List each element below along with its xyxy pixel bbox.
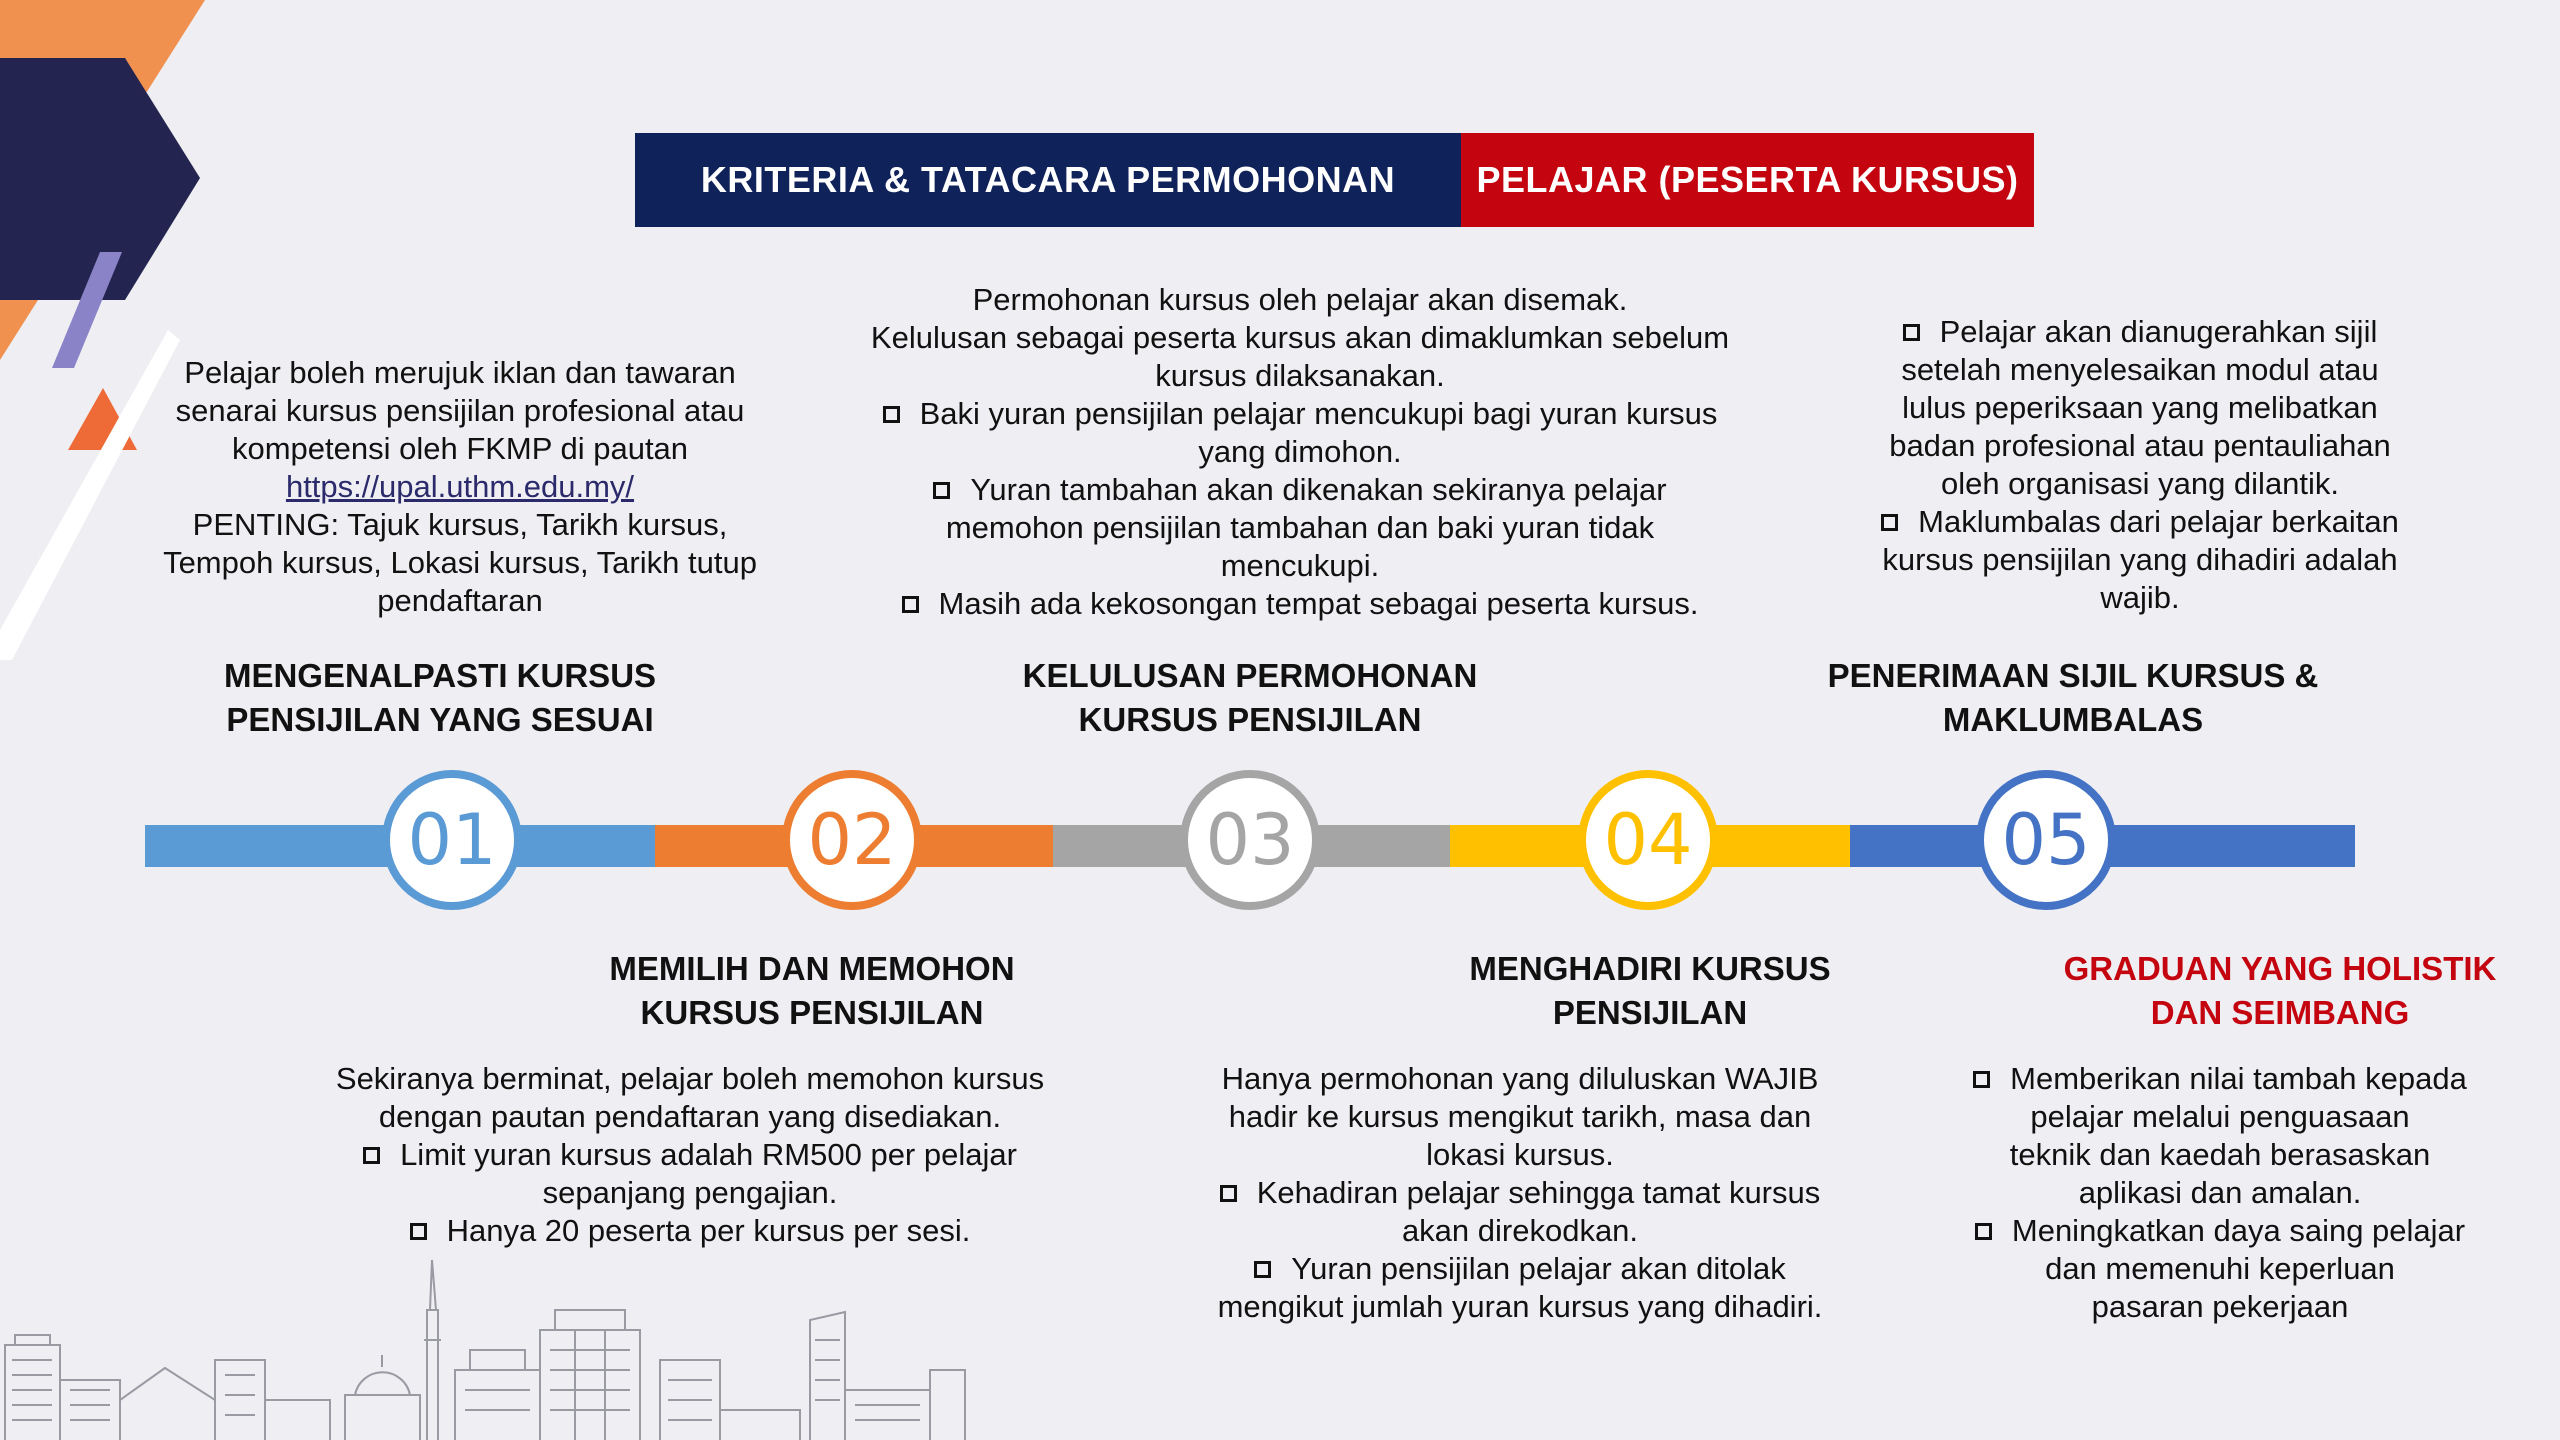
outcome-title: GRADUAN YANG HOLISTIK DAN SEIMBANG (2063, 950, 2497, 1031)
checkbox-bullet: Baki yuran pensijilan pelajar mencukupi bagi yuran kursus (800, 395, 1800, 433)
step-4-title: MENGHADIRI KURSUS PENSIJILAN (1469, 950, 1831, 1031)
step-5-description: Pelajar akan dianugerahkan sijil setelah menyelesaikan modul atau lulus peperiksaan yang melibatkan badan profesional atau pentauliahan oleh organisasi yang dilantik. Maklumbalas dari pelajar berkaitan kursus pensijilan yang dihadiri adalah wajib. (1770, 313, 2510, 617)
step-2-description: Sekiranya berminat, pelajar boleh memohon kursus dengan pautan pendaftaran yang disediakan. Limit yuran kursus adalah RM500 per pelajar sepanjang pengajian. Hanya 20 peserta per kursus per sesi. (250, 1060, 1130, 1250)
banner-title-criteria: KRITERIA & TATACARA PERMOHONAN (635, 133, 1461, 227)
step-3-description: Permohonan kursus oleh pelajar akan disemak. Kelulusan sebagai peserta kursus akan dimaklumkan sebelum kursus dilaksanakan. Baki yuran pensijilan pelajar mencukupi bagi yuran kursus yang dimohon. Yuran tambahan akan dikenakan sekiranya pelajar memohon pensijilan tambahan dan baki yuran tidak mencukupi. Masih ada kekosongan tempat sebagai peserta kursus. (800, 281, 1800, 623)
step-circle-01: 01 (382, 770, 522, 910)
step-circle-05: 05 (1976, 770, 2116, 910)
checkbox-bullet: Hanya 20 peserta per kursus per sesi. (250, 1212, 1130, 1250)
checkbox-bullet: Meningkatkan daya saing pelajar (1880, 1212, 2560, 1250)
step-circle-02: 02 (782, 770, 922, 910)
step-1-description: Pelajar boleh merujuk iklan dan tawaran senarai kursus pensijilan profesional atau kompetensi oleh FKMP di pautan https://upal.uthm.edu.my/ PENTING: Tajuk kursus, Tarikh kursus, Tempoh kursus, Lokasi kursus, Tarikh tutup pendaftaran (163, 355, 757, 618)
step-circle-04: 04 (1578, 770, 1718, 910)
step-circle-03: 03 (1180, 770, 1320, 910)
checkbox-bullet: Memberikan nilai tambah kepada (1880, 1060, 2560, 1098)
upal-link[interactable]: https://upal.uthm.edu.my/ (285, 469, 635, 504)
step-4-description: Hanya permohonan yang diluluskan WAJIB hadir ke kursus mengikut tarikh, masa dan lokasi kursus. Kehadiran pelajar sehingga tamat kursus akan direkodkan. Yuran pensijilan pelajar akan ditolak mengikut jumlah yuran kursus yang dihadiri. (1120, 1060, 1920, 1326)
step-3-title: KELULUSAN PERMOHONAN KURSUS PENSIJILAN (1022, 657, 1478, 738)
outcome-description: Memberikan nilai tambah kepada pelajar melalui penguasaan teknik dan kaedah berasaskan aplikasi dan amalan. Meningkatkan daya saing pelajar dan memenuhi keperluan pasaran pekerjaan (1880, 1060, 2560, 1326)
checkbox-bullet: Yuran tambahan akan dikenakan sekiranya pelajar (800, 471, 1800, 509)
step-2-title: MEMILIH DAN MEMOHON KURSUS PENSIJILAN (609, 950, 1015, 1031)
checkbox-bullet: Limit yuran kursus adalah RM500 per pelajar (250, 1136, 1130, 1174)
step-5-title: PENERIMAAN SIJIL KURSUS & MAKLUMBALAS (1827, 657, 2319, 738)
checkbox-bullet: Masih ada kekosongan tempat sebagai peserta kursus. (800, 585, 1800, 623)
city-skyline-illustration (0, 1250, 980, 1440)
checkbox-bullet: Pelajar akan dianugerahkan sijil (1770, 313, 2510, 351)
step-1-title: MENGENALPASTI KURSUS PENSIJILAN YANG SESUAI (223, 657, 657, 738)
checkbox-bullet: Kehadiran pelajar sehingga tamat kursus (1120, 1174, 1920, 1212)
checkbox-bullet: Maklumbalas dari pelajar berkaitan (1770, 503, 2510, 541)
banner-title-students: PELAJAR (PESERTA KURSUS) (1461, 133, 2034, 227)
checkbox-bullet: Yuran pensijilan pelajar akan ditolak (1120, 1250, 1920, 1288)
